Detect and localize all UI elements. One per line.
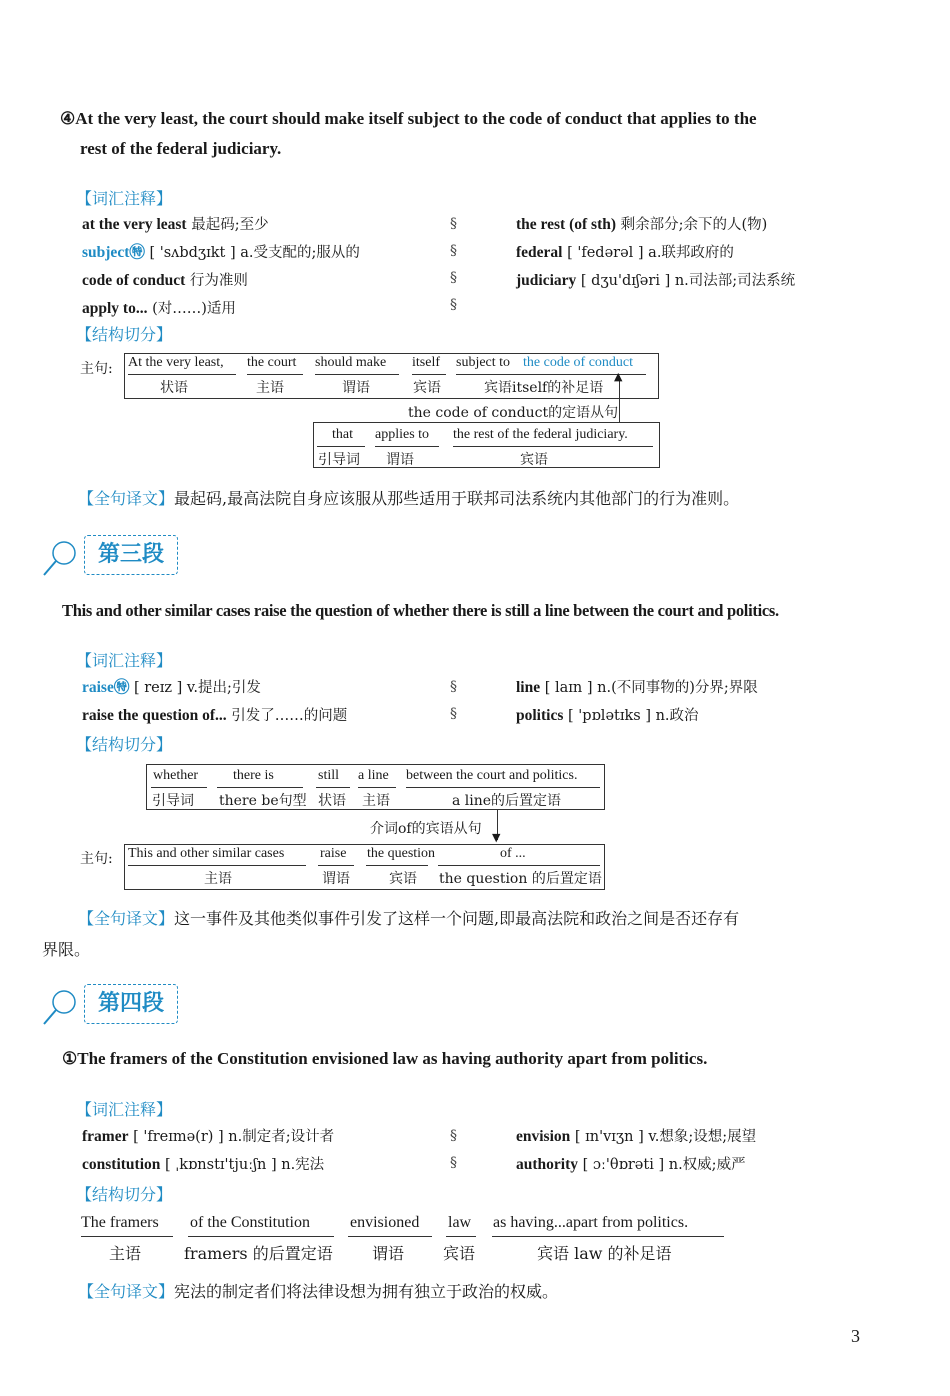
role-label: 引导词 (318, 452, 360, 468)
main-clause-label: 主句: (80, 361, 113, 377)
role-label: the question 的后置定语 (439, 871, 602, 887)
vocab-item: the rest (of sth) 剩余部分;余下的人(物) (516, 216, 768, 233)
vocab-list-left (82, 1123, 334, 1179)
role-label: 主语 (362, 793, 390, 809)
vocab-list-right (516, 1123, 756, 1179)
role-label: 主语 (256, 380, 284, 396)
role-label: 主语 (204, 871, 232, 887)
segment: law (448, 1214, 472, 1231)
role-label: there be句型 (219, 793, 307, 809)
vocab-header: 【词汇注释】 (76, 189, 173, 208)
divider-wave: § § (450, 679, 457, 722)
magnifier-icon (40, 537, 80, 579)
role-label: 谓语 (386, 452, 414, 468)
segment: itself (412, 355, 440, 370)
vocab-item: apply to... (对……)适用 (82, 300, 236, 317)
role-label: 谓语 (322, 871, 350, 887)
segment: At the very least, (128, 355, 224, 370)
main-clause-label: 主句: (80, 851, 113, 867)
segment: whether (153, 768, 199, 783)
vocab-item: politics [ 'pɒlətɪks ] n.政治 (516, 707, 699, 724)
vocab-item: envision [ ɪn'vɪʒn ] v.想象;设想;展望 (516, 1128, 757, 1145)
segment: The framers (81, 1214, 159, 1231)
translation-p1: 【全句译文】最起码,最高法院自身应该服从那些适用于联邦司法系统内其他部门的行为准则。 (78, 489, 740, 508)
vocab-list-right (516, 674, 758, 730)
sentence-p1-line1: ④At the very least, the court should make itself subject to the code of conduct that applies to the (60, 109, 757, 128)
role-label: 谓语 (372, 1244, 405, 1263)
translation-p3-line1: 【全句译文】这一事件及其他类似事件引发了这样一个问题,即最高法院和政治之间是否还存有 (78, 909, 740, 928)
segment: should make (315, 355, 387, 370)
role-label: 宾语itself的补足语 (484, 380, 604, 396)
vocab-header: 【词汇注释】 (76, 1100, 173, 1119)
section-heading-3 (40, 535, 200, 580)
arrow-down-icon: ▼ (492, 831, 501, 844)
vocab-item: raise the question of... 引发了……的问题 (82, 707, 348, 724)
vocab-item: federal [ 'fedərəl ] a.联邦政府的 (516, 244, 734, 261)
divider-wave: § § (450, 1128, 457, 1171)
role-label: 宾语 (520, 452, 548, 468)
segment: the question (367, 846, 436, 861)
role-label: 谓语 (342, 380, 370, 396)
segment: still (318, 768, 340, 783)
segment: subject to (456, 355, 511, 370)
clause-note: 介词of的宾语从句 (370, 821, 482, 837)
role-label: a line的后置定语 (452, 793, 562, 809)
segment: This and other similar cases (128, 846, 285, 861)
segment: the rest of the federal judiciary. (453, 427, 628, 442)
role-label: 宾语 (413, 380, 441, 396)
sentence-p3: This and other similar cases raise the question of whether there is still a line between the court and politics. (62, 601, 779, 620)
segment: raise (320, 846, 347, 861)
role-label: 宾语 (443, 1244, 476, 1263)
vocab-list-right (516, 211, 795, 295)
section-title: 第四段 (84, 984, 178, 1024)
role-label: 宾语 (389, 871, 417, 887)
arrow-up-icon: ▲ (614, 370, 623, 383)
segment: the code of conduct (523, 355, 634, 370)
vocab-list-left (82, 211, 360, 323)
vocab-list-left (82, 674, 347, 730)
role-label: 状语 (318, 793, 346, 809)
role-label: framers 的后置定语 (184, 1244, 333, 1263)
structure-header: 【结构切分】 (76, 735, 173, 754)
magnifier-icon (40, 986, 80, 1028)
vocab-item: judiciary [ dʒu'dɪʃəri ] n.司法部;司法系统 (516, 272, 796, 289)
divider-wave: § § § § (450, 216, 457, 313)
translation-p3-line2: 界限。 (42, 940, 91, 959)
segment: the court (247, 355, 297, 370)
vocab-item: raise㊕ [ reɪz ] v.提出;引发 (82, 679, 261, 696)
vocab-item: line [ laɪn ] n.(不同事物的)分界;界限 (516, 679, 758, 696)
vocab-item: at the very least 最起码;至少 (82, 216, 269, 233)
vocab-item: subject㊕ [ 'sʌbdʒɪkt ] a.受支配的;服从的 (82, 244, 360, 261)
page-number: 3 (851, 1326, 860, 1346)
section-title: 第三段 (84, 535, 178, 575)
structure-header: 【结构切分】 (76, 1185, 173, 1204)
segment: of ... (500, 846, 526, 861)
segment: that (332, 427, 353, 442)
vocab-item: authority [ ɔː'θɒrəti ] n.权威;威严 (516, 1156, 746, 1173)
sentence-p4: ①The framers of the Constitution envisioned law as having authority apart from politics. (62, 1049, 708, 1068)
translation-p4: 【全句译文】宪法的制定者们将法律设想为拥有独立于政治的权威。 (78, 1282, 559, 1301)
role-label: 引导词 (152, 793, 194, 809)
role-label: 状语 (160, 380, 188, 396)
vocab-item: framer [ 'freɪmə(r) ] n.制定者;设计者 (82, 1128, 335, 1145)
role-label: 宾语 law 的补足语 (537, 1244, 672, 1263)
section-heading-4 (40, 984, 200, 1029)
sentence-p1-line2: rest of the federal judiciary. (80, 139, 282, 158)
structure-header: 【结构切分】 (76, 325, 173, 344)
segment: of the Constitution (190, 1214, 310, 1231)
vocab-header: 【词汇注释】 (76, 651, 173, 670)
segment: there is (233, 768, 274, 783)
segment: applies to (375, 427, 430, 442)
segment: as having...apart from politics. (493, 1214, 689, 1231)
segment: between the court and politics. (406, 768, 578, 783)
vocab-item: code of conduct 行为准则 (82, 272, 248, 289)
role-label: 主语 (109, 1244, 142, 1263)
clause-note: the code of conduct的定语从句 (408, 405, 619, 421)
segment: a line (358, 768, 389, 783)
segment: envisioned (350, 1214, 420, 1231)
vocab-item: constitution [ ˌkɒnstɪ'tjuːʃn ] n.宪法 (82, 1156, 325, 1173)
